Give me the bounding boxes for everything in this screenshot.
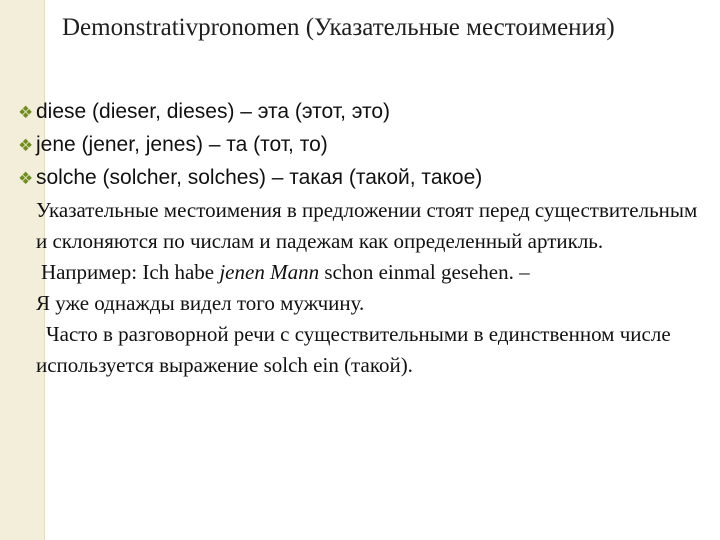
slide-content <box>18 96 708 381</box>
bullet-text: diese (dieser, dieses) – эта (этот, это) <box>36 100 391 123</box>
example-prefix: Например: Ich habe <box>41 260 220 284</box>
checkmark-diamond-icon: ❖ <box>18 103 34 123</box>
checkmark-diamond-icon: ❖ <box>18 169 34 189</box>
bullet-item <box>18 129 708 162</box>
example-suffix: schon einmal gesehen. – <box>319 260 530 284</box>
bullet-text: jene (jener, jenes) – та (тот, то) <box>36 133 328 156</box>
usage-note-paragraph: Часто в разговорной речи с существительными в единственном числе используется выражение solch ein (такой). <box>36 322 671 377</box>
grammar-rule-paragraph: Указательные местоимения в предложении стоят перед существительным и склоняются по числам и падежам как определенный артикль. <box>36 198 698 253</box>
example-paragraph <box>18 257 706 319</box>
bullet-item <box>18 96 708 129</box>
checkmark-diamond-icon: ❖ <box>18 136 34 156</box>
example-translation: Я уже однажды видел того мужчину. <box>36 291 365 315</box>
slide-title: Demonstrativpronomen (Указательные местоимения) <box>62 14 615 41</box>
example-italic-phrase: jenen Mann <box>219 260 320 284</box>
bullet-text: solche (solcher, solches) – такая (такой, такое) <box>36 166 483 189</box>
bullet-item <box>18 162 708 195</box>
